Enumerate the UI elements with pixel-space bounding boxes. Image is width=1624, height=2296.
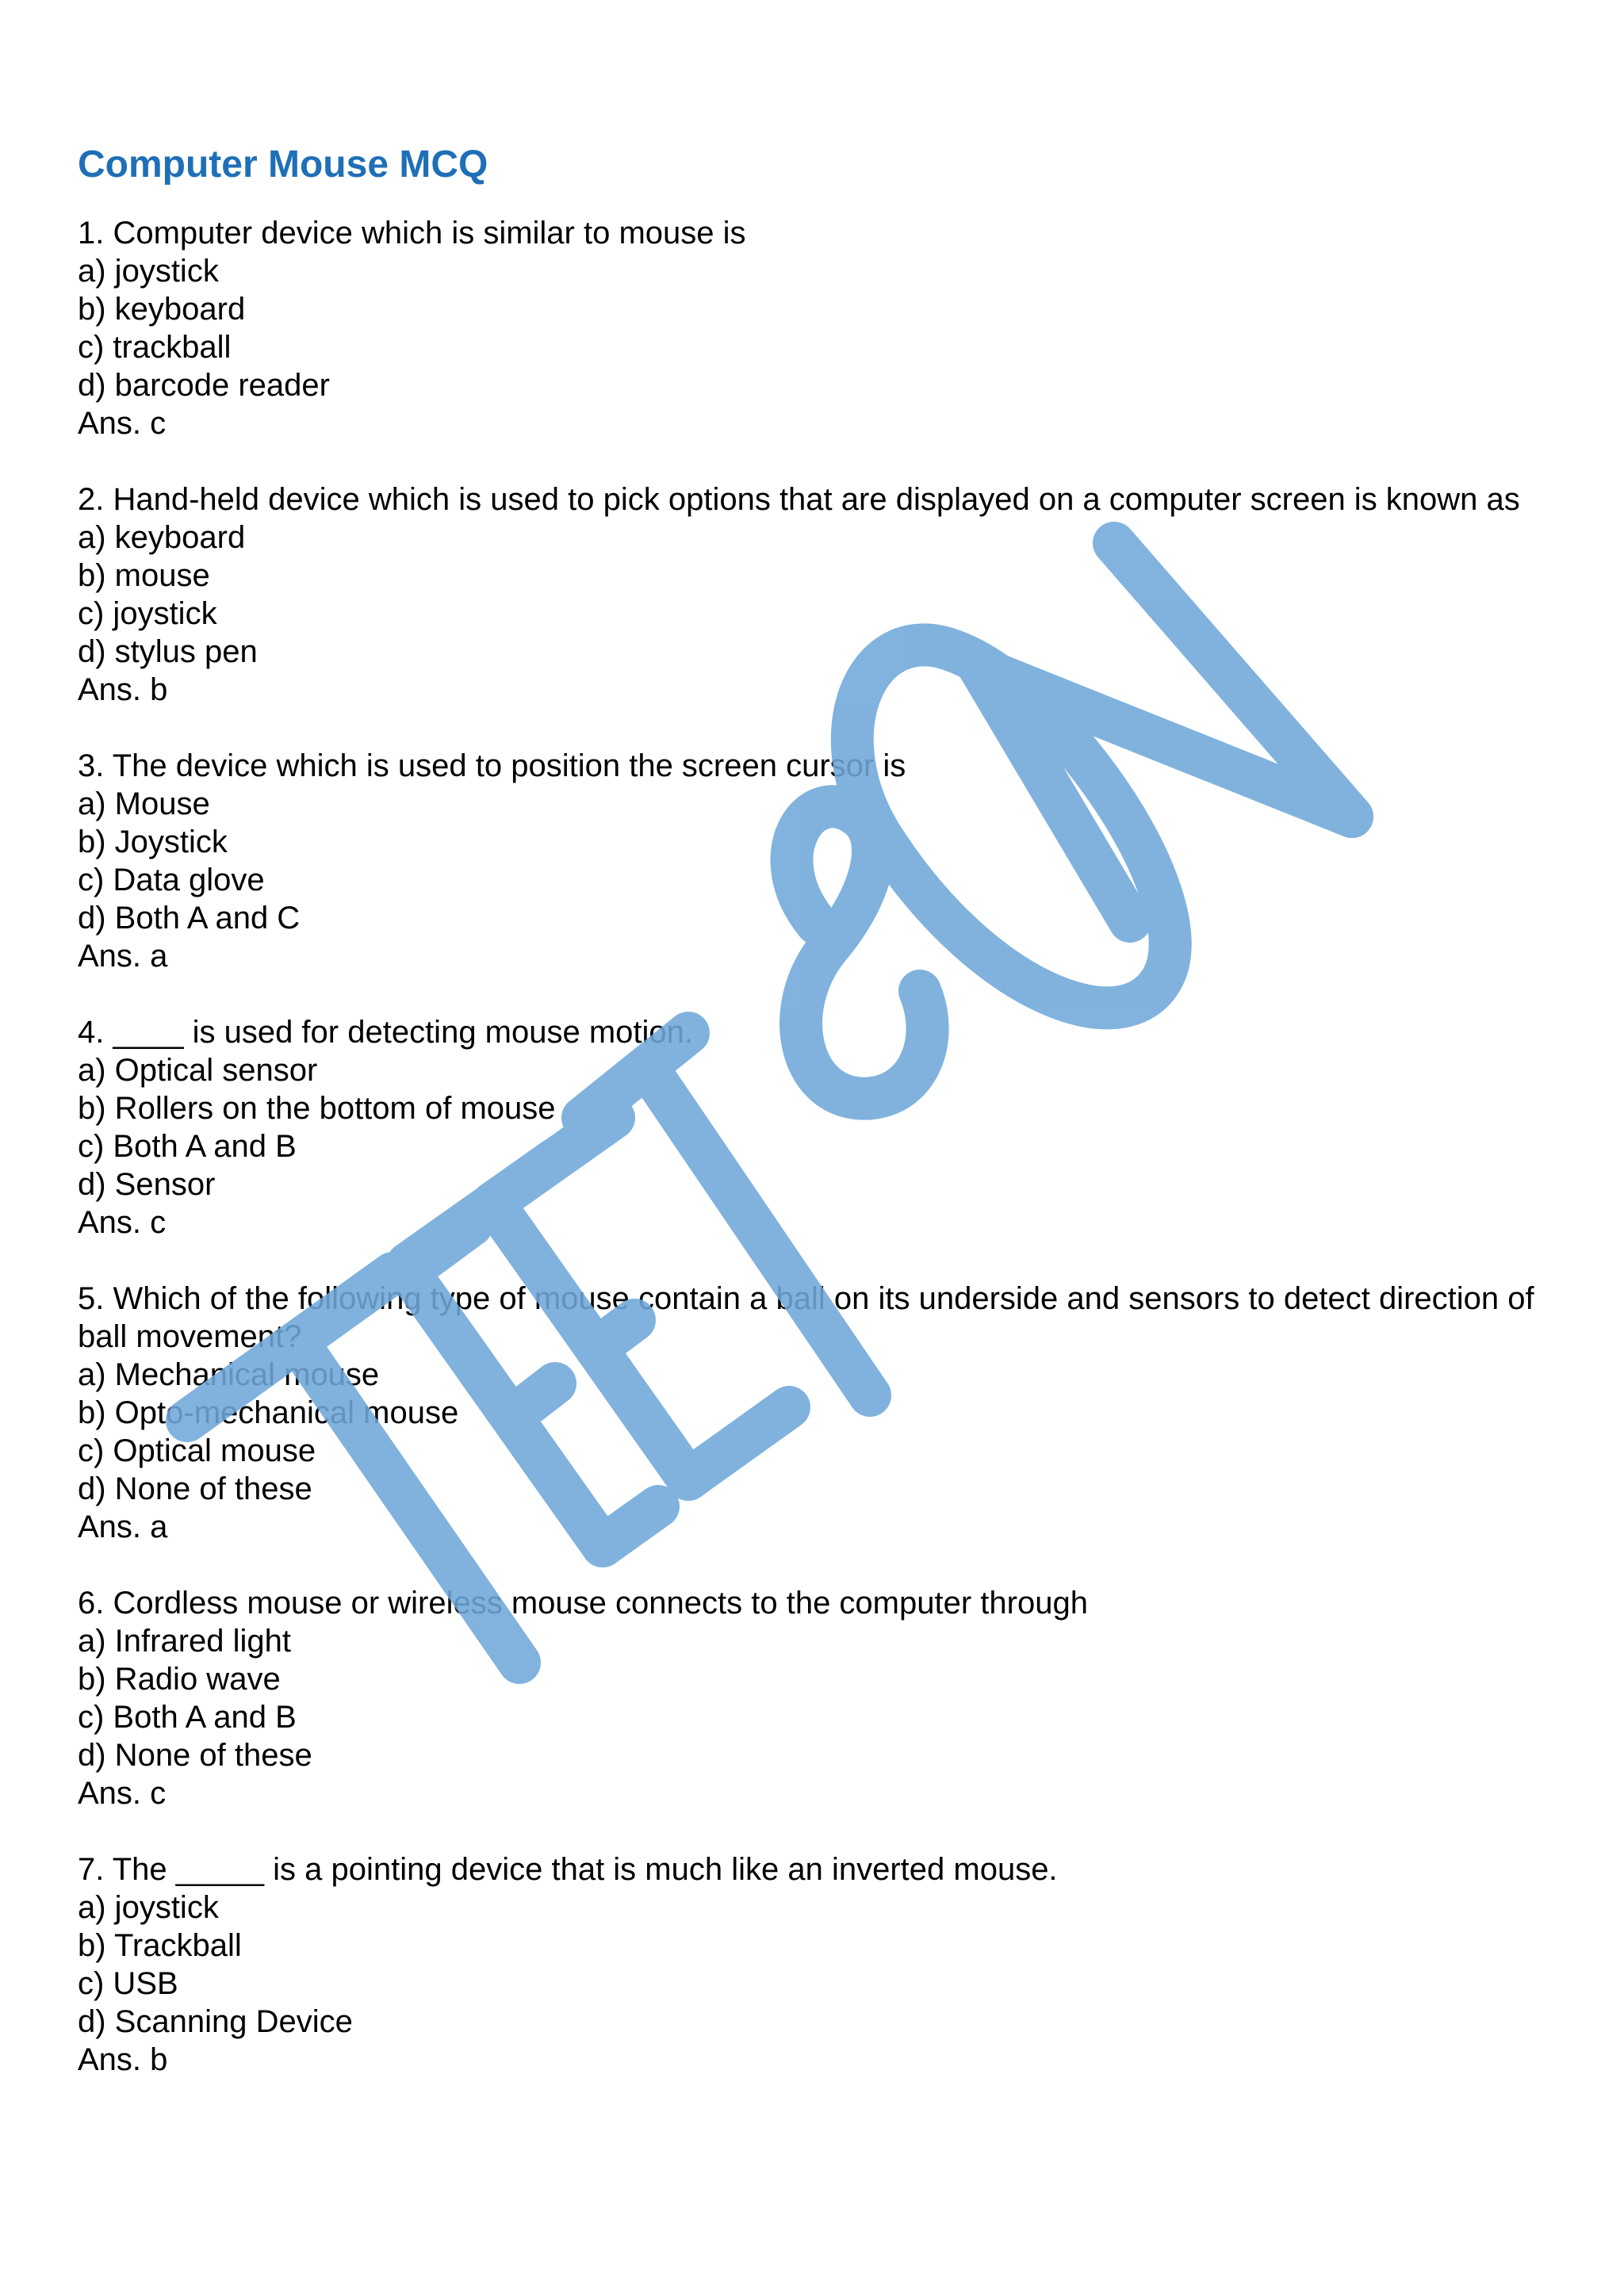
option-c: c) trackball <box>78 330 232 365</box>
answer-text: Ans. a <box>78 1510 168 1544</box>
option-a: a) Infrared light <box>78 1624 292 1659</box>
option-b: b) Radio wave <box>78 1662 281 1697</box>
question-block <box>78 214 1553 442</box>
option-d: d) Both A and C <box>78 901 301 936</box>
option-a: a) joystick <box>78 1890 219 1925</box>
answer-text: Ans. c <box>78 1776 167 1811</box>
option-b: b) Opto-mechanical mouse <box>78 1395 459 1430</box>
page-title: Computer Mouse MCQ <box>78 144 488 186</box>
option-c: c) Data glove <box>78 863 265 897</box>
question-block <box>78 1280 1553 1546</box>
option-d: d) Scanning Device <box>78 2004 353 2039</box>
answer-text: Ans. a <box>78 939 168 974</box>
question-text: 7. The _____ is a pointing device that is much like an inverted mouse. <box>78 1852 1058 1887</box>
option-d: d) None of these <box>78 1471 312 1506</box>
option-b: b) keyboard <box>78 292 246 327</box>
option-d: d) stylus pen <box>78 634 258 669</box>
option-c: c) USB <box>78 1966 178 2001</box>
option-a: a) joystick <box>78 254 219 289</box>
question-text: 5. Which of the following type of mouse contain a ball on its underside and sensors to detect direction of ball movement? <box>78 1281 1543 1354</box>
answer-text: Ans. b <box>78 672 168 707</box>
option-a: a) keyboard <box>78 520 246 555</box>
option-c: c) joystick <box>78 596 217 631</box>
document-content <box>78 141 1553 2117</box>
option-a: a) Optical sensor <box>78 1053 318 1088</box>
answer-text: Ans. c <box>78 1205 167 1240</box>
option-c: c) Both A and B <box>78 1700 297 1735</box>
answer-text: Ans. b <box>78 2042 168 2077</box>
option-d: d) None of these <box>78 1738 312 1773</box>
option-a: a) Mechanical mouse <box>78 1357 380 1392</box>
question-block <box>78 480 1553 709</box>
question-text: 3. The device which is used to position the screen cursor is <box>78 748 906 783</box>
option-c: c) Both A and B <box>78 1129 297 1164</box>
question-block <box>78 1013 1553 1242</box>
answer-text: Ans. c <box>78 406 167 441</box>
option-d: d) Sensor <box>78 1167 216 1202</box>
question-block <box>78 747 1553 975</box>
option-b: b) mouse <box>78 558 210 593</box>
question-text: 6. Cordless mouse or wireless mouse connects to the computer through <box>78 1586 1088 1621</box>
question-text: 2. Hand-held device which is used to pick options that are displayed on a computer screen is known as <box>78 482 1520 517</box>
option-a: a) Mouse <box>78 786 210 821</box>
option-b: b) Joystick <box>78 825 228 859</box>
option-b: b) Trackball <box>78 1928 242 1963</box>
question-text: 4. ____ is used for detecting mouse motion. <box>78 1015 694 1050</box>
question-block <box>78 1584 1553 1812</box>
option-b: b) Rollers on the bottom of mouse <box>78 1091 556 1126</box>
question-block <box>78 1850 1553 2079</box>
option-d: d) barcode reader <box>78 368 330 403</box>
option-c: c) Optical mouse <box>78 1433 316 1468</box>
question-text: 1. Computer device which is similar to mouse is <box>78 216 746 251</box>
